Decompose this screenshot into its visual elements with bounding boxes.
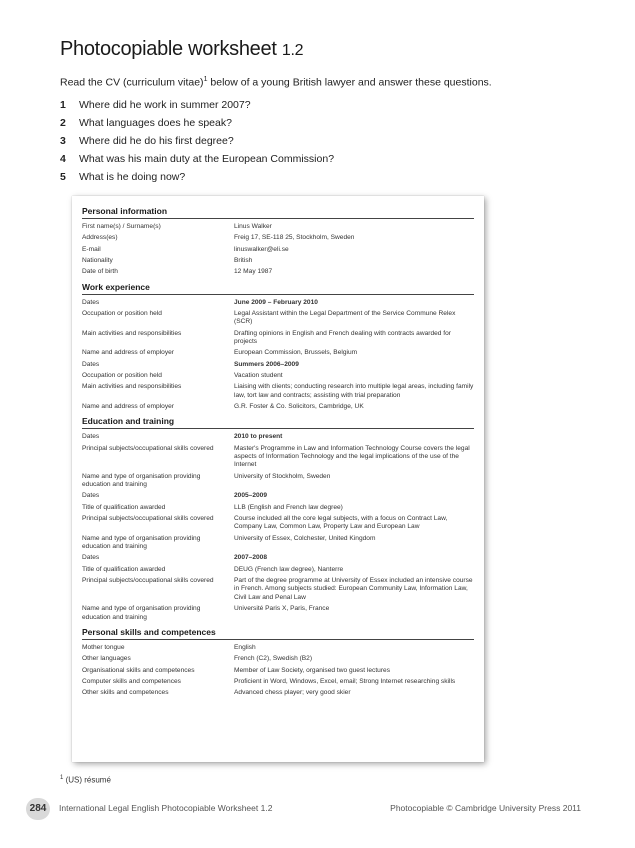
question-number: 1 (60, 99, 66, 111)
page-footer (26, 798, 581, 820)
cv-row-value: Legal Assistant within the Legal Department of the Service Commune Relex (SCR) (234, 309, 456, 326)
title-number: 1.2 (281, 42, 304, 59)
cv-row-label: Other skills and competences (82, 689, 169, 697)
cv-row-value: French (C2), Swedish (B2) (234, 655, 313, 663)
footer-book-title: International Legal English Photocopiable Worksheet 1.2 (59, 803, 273, 813)
cv-row-label: First name(s) / Surname(s) (82, 223, 161, 230)
page-title (60, 38, 303, 61)
cv-row-label: Date of birth (82, 268, 118, 276)
cv-row (82, 515, 474, 532)
cv-row (82, 349, 474, 357)
cv-row-label: Name and type of organisation providing education and training (82, 472, 201, 489)
cv-row (82, 504, 474, 512)
cv-row (82, 310, 474, 327)
cv-row-label: Dates (82, 433, 100, 441)
cv-row (82, 268, 474, 276)
cv-row (82, 535, 474, 552)
cv-row (82, 492, 474, 500)
cv-row (82, 655, 474, 663)
cv-row-label: Name and type of organisation providing education and training (82, 605, 201, 621)
question-list (60, 96, 560, 186)
question-item (60, 132, 560, 150)
cv-row-value: British (234, 256, 253, 264)
cv-row-value: June 2009 – February 2010 (234, 298, 318, 306)
question-number: 5 (60, 171, 66, 183)
footnote-marker: 1 (60, 775, 64, 781)
cv-row (82, 667, 474, 675)
cv-row-label: Dates (82, 360, 100, 368)
cv-section-heading: Personal skills and competences (82, 627, 474, 640)
question-number: 4 (60, 153, 66, 165)
cv-row (82, 473, 474, 490)
cv-row (82, 605, 474, 622)
question-item (60, 114, 560, 132)
cv-row-value: Summers 2006–2009 (234, 360, 299, 368)
cv-row (82, 445, 474, 470)
footer-copyright: Photocopiable © Cambridge University Press 2011 (390, 803, 581, 813)
cv-row-value: DEUG (French law degree), Nanterre (234, 565, 344, 573)
cv-row-label: Name and address of employer (82, 349, 174, 357)
cv-row-label: Organisational skills and competences (82, 666, 195, 674)
cv-row (82, 330, 474, 347)
cv-row-value: Liaising with clients; conducting research into multiple legal areas, including family law, tort law and contracts; assisting with trial preparation (234, 383, 474, 399)
cv-row (82, 403, 474, 411)
cv-row (82, 234, 474, 242)
cv-row-value: European Commission, Brussels, Belgium (234, 349, 358, 357)
cv-row-value: Vacation student (234, 371, 283, 379)
cv-row (82, 689, 474, 697)
cv-row-label: Address(es) (82, 234, 118, 242)
question-number: 2 (60, 117, 66, 129)
question-text: Where did he do his first degree? (79, 135, 234, 147)
cv-row (82, 372, 474, 380)
cv-row-value: University of Stockholm, Sweden (234, 472, 331, 480)
cv-row (82, 433, 474, 441)
cv-row-label: Title of qualification awarded (82, 503, 166, 511)
cv-row (82, 223, 474, 231)
cv-row (82, 257, 474, 265)
question-number: 3 (60, 135, 66, 147)
cv-row (82, 566, 474, 574)
intro-text (60, 76, 560, 89)
cv-row-label: Occupation or position held (82, 309, 162, 317)
page-number-badge: 284 (26, 798, 50, 820)
cv-row-label: Nationality (82, 256, 113, 264)
cv-row-value: English (234, 643, 256, 651)
cv-row-label: Principal subjects/occupational skills covered (82, 515, 214, 522)
cv-row (82, 644, 474, 652)
intro-before: Read the CV (curriculum vitae) (60, 76, 204, 89)
cv-row-value: Advanced chess player; very good skier (234, 689, 351, 697)
cv-row-label: Principal subjects/occupational skills covered (82, 444, 214, 452)
cv-row-label: Principal subjects/occupational skills covered (82, 577, 214, 584)
cv-row-value: Course included all the core legal subjects, with a focus on Contract Law, Company Law, Common Law, Property Law and European Law (234, 515, 448, 531)
cv-row-label: Occupation or position held (82, 371, 162, 379)
cv-row-label: Dates (82, 298, 100, 306)
cv-row-label: Main activities and responsibilities (82, 329, 182, 337)
question-text: What is he doing now? (79, 171, 186, 183)
cv-row-label: Computer skills and competences (82, 677, 181, 685)
footnote (60, 775, 111, 785)
question-text: What was his main duty at the European Commission? (79, 153, 335, 165)
cv-row (82, 678, 474, 686)
cv-section-heading: Education and training (82, 416, 474, 429)
cv-row-value: Linus Walker (234, 223, 272, 230)
cv-row-value: Proficient in Word, Windows, Excel, email; Strong Internet researching skills (234, 677, 456, 685)
cv-row-label: Mother tongue (82, 643, 125, 651)
cv-row-value: LLB (English and French law degree) (234, 503, 343, 511)
cv-row (82, 554, 474, 562)
cv-row-label: Title of qualification awarded (82, 565, 166, 573)
cv-row-label: Dates (82, 492, 100, 500)
question-text: What languages does he speak? (79, 117, 232, 129)
title-text: Photocopiable worksheet (60, 38, 277, 60)
cv-row-value: linuswalker@eli.se (234, 245, 289, 253)
cv-row-value: Member of Law Society, organised two guest lectures (234, 666, 391, 674)
cv-row-value: 2005–2009 (234, 492, 268, 500)
cv-row-label: Main activities and responsibilities (82, 383, 182, 391)
cv-row (82, 246, 474, 254)
cv-row (82, 361, 474, 369)
cv-section-heading: Personal information (82, 206, 474, 219)
cv-row (82, 383, 474, 400)
question-text: Where did he work in summer 2007? (79, 99, 251, 111)
cv-row (82, 299, 474, 307)
cv-row-value: Master's Programme in Law and Information Technology Course covers the legal aspects of Information Technology and the legal implications of the use of the Internet (234, 444, 470, 469)
cv-row-value: Freig 17, SE-118 25, Stockholm, Sweden (234, 234, 355, 242)
cv-row-label: E-mail (82, 245, 101, 253)
intro-after: below of a young British lawyer and answer these questions. (207, 76, 492, 89)
cv-row-value: 12 May 1987 (234, 268, 273, 276)
cv-row-value: G.R. Foster & Co. Solicitors, Cambridge, UK (234, 402, 364, 410)
cv-row-label: Dates (82, 554, 100, 562)
cv-document (72, 196, 484, 762)
cv-row-value: University of Essex, Colchester, United Kingdom (234, 534, 376, 542)
footnote-text: (US) résumé (63, 775, 111, 785)
cv-row-label: Name and address of employer (82, 402, 174, 410)
cv-row-value: Drafting opinions in English and French dealing with contracts awarded for projects (234, 329, 451, 345)
cv-row-value: 2007–2008 (234, 554, 268, 562)
question-item (60, 168, 560, 186)
cv-row (82, 577, 474, 602)
cv-section-heading: Work experience (82, 282, 474, 295)
cv-row-value: 2010 to present (234, 433, 283, 441)
question-item (60, 96, 560, 114)
cv-row-value: Part of the degree programme at University of Essex included an intensive course in French. Among subjects studied: European Community Law, Information Law, Civil Law and Penal Law (234, 577, 473, 601)
intro-footnote-marker: 1 (203, 76, 208, 83)
cv-row-label: Name and type of organisation providing education and training (82, 534, 201, 551)
cv-row-value: Université Paris X, Paris, France (234, 605, 330, 613)
question-item (60, 150, 560, 168)
cv-row-label: Other languages (82, 655, 131, 663)
